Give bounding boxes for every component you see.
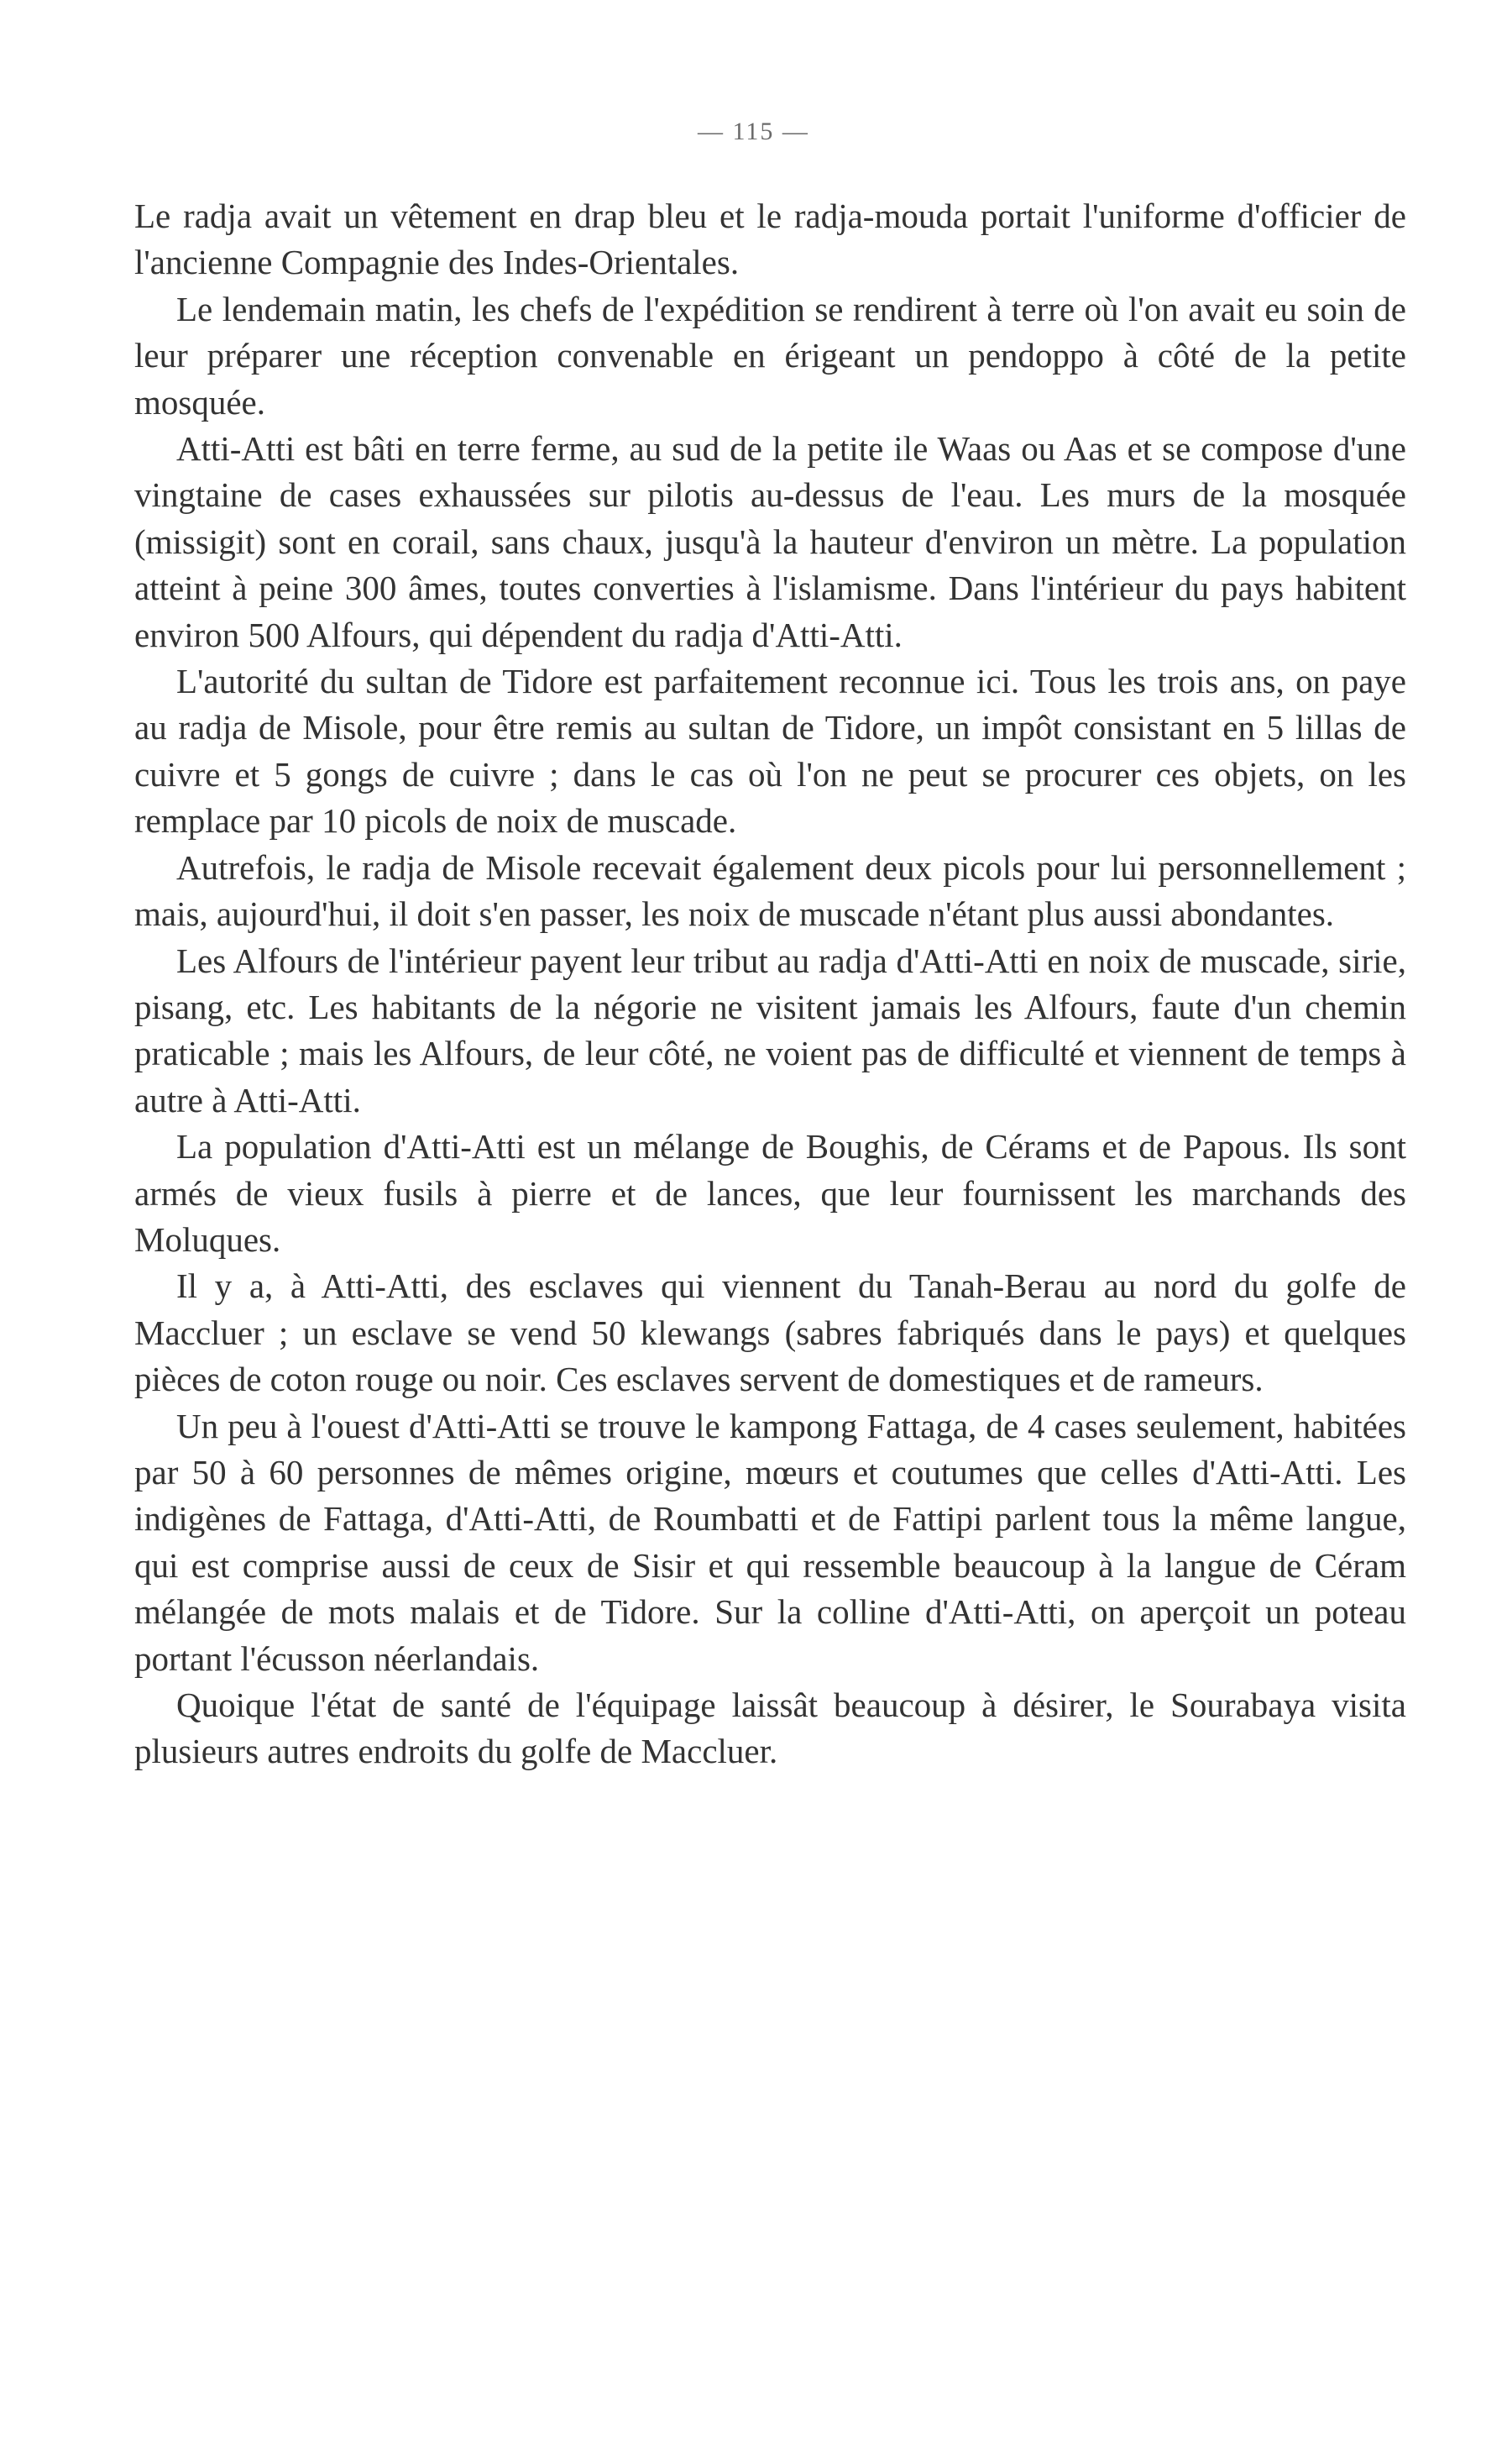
paragraph-2: Le lendemain matin, les chefs de l'expédition se rendirent à terre où l'on avait eu soin de leur préparer une réception convenable en érigeant un pendoppo à côté de la petite mosquée. <box>134 289 1406 422</box>
paragraph-3: Atti-Atti est bâti en terre ferme, au sud de la petite ile Waas ou Aas et se compose d'une vingtaine de cases exhaussées sur pilotis au-dessus de l'eau. Les murs de la mosquée (missigit) sont en corail, sans chaux, jusqu'à la hauteur d'environ un mètre. La population atteint à peine 300 âmes, toutes converties à l'islamisme. Dans l'intérieur du pays habitent environ 500 Alfours, qui dépendent du radja d'Atti-Atti. <box>134 429 1406 654</box>
paragraph-9: Un peu à l'ouest d'Atti-Atti se trouve le kampong Fattaga, de 4 cases seulement, habitées par 50 à 60 personnes de mêmes origine, mœurs et coutumes que celles d'Atti-Atti. Les indigènes de Fattaga, d'Atti-Atti, de Roumbatti et de Fattipi parlent tous la même langue, qui est comprise aussi de ceux de Sisir et qui ressemble beaucoup à la langue de Céram mélangée de mots malais et de Tidore. Sur la colline d'Atti-Atti, on aperçoit un poteau portant l'écusson néerlandais. <box>134 1406 1406 1678</box>
paragraph-1: Le radja avait un vêtement en drap bleu et le radja-mouda portait l'uniforme d'officier de l'ancienne Compagnie des Indes-Orientales. <box>134 197 1406 282</box>
paragraph-10: Quoique l'état de santé de l'équipage laissât beaucoup à désirer, le Sourabaya visita plusieurs autres endroits du golfe de Maccluer. <box>134 1685 1406 1771</box>
page-number: — 115 — <box>698 118 809 145</box>
paragraph-8: Il y a, à Atti-Atti, des esclaves qui viennent du Tanah-Berau au nord du golfe de Maccluer ; un esclave se vend 50 klewangs (sabres fabriqués dans le pays) et quelques pièces de coton rouge ou noir. Ces esclaves servent de domestiques et de rameurs. <box>134 1266 1406 1399</box>
paragraph-6: Les Alfours de l'intérieur payent leur tribut au radja d'Atti-Atti en noix de muscade, sirie, pisang, etc. Les habitants de la négorie ne visitent jamais les Alfours, faute d'un chemin praticable ; mais les Alfours, de leur côté, ne voient pas de difficulté et viennent de temps à autre à Atti-Atti. <box>134 941 1406 1119</box>
paragraph-5: Autrefois, le radja de Misole recevait également deux picols pour lui personnellement ; mais, aujourd'hui, il doit s'en passer, les noix de muscade n'étant plus aussi abondantes. <box>134 847 1406 934</box>
paragraph-7: La population d'Atti-Atti est un mélange de Boughis, de Cérams et de Papous. Ils sont armés de vieux fusils à pierre et de lances, que leur fournissent les marchands des Moluques. <box>134 1127 1406 1259</box>
body-text <box>134 193 1406 1775</box>
paragraph-4: L'autorité du sultan de Tidore est parfaitement reconnue ici. Tous les trois ans, on paye au radja de Misole, pour être remis au sultan de Tidore, un impôt consistant en 5 lillas de cuivre et 5 gongs de cuivre ; dans le cas où l'on ne peut se procurer ces objets, on les remplace par 10 picols de noix de muscade. <box>134 662 1406 841</box>
